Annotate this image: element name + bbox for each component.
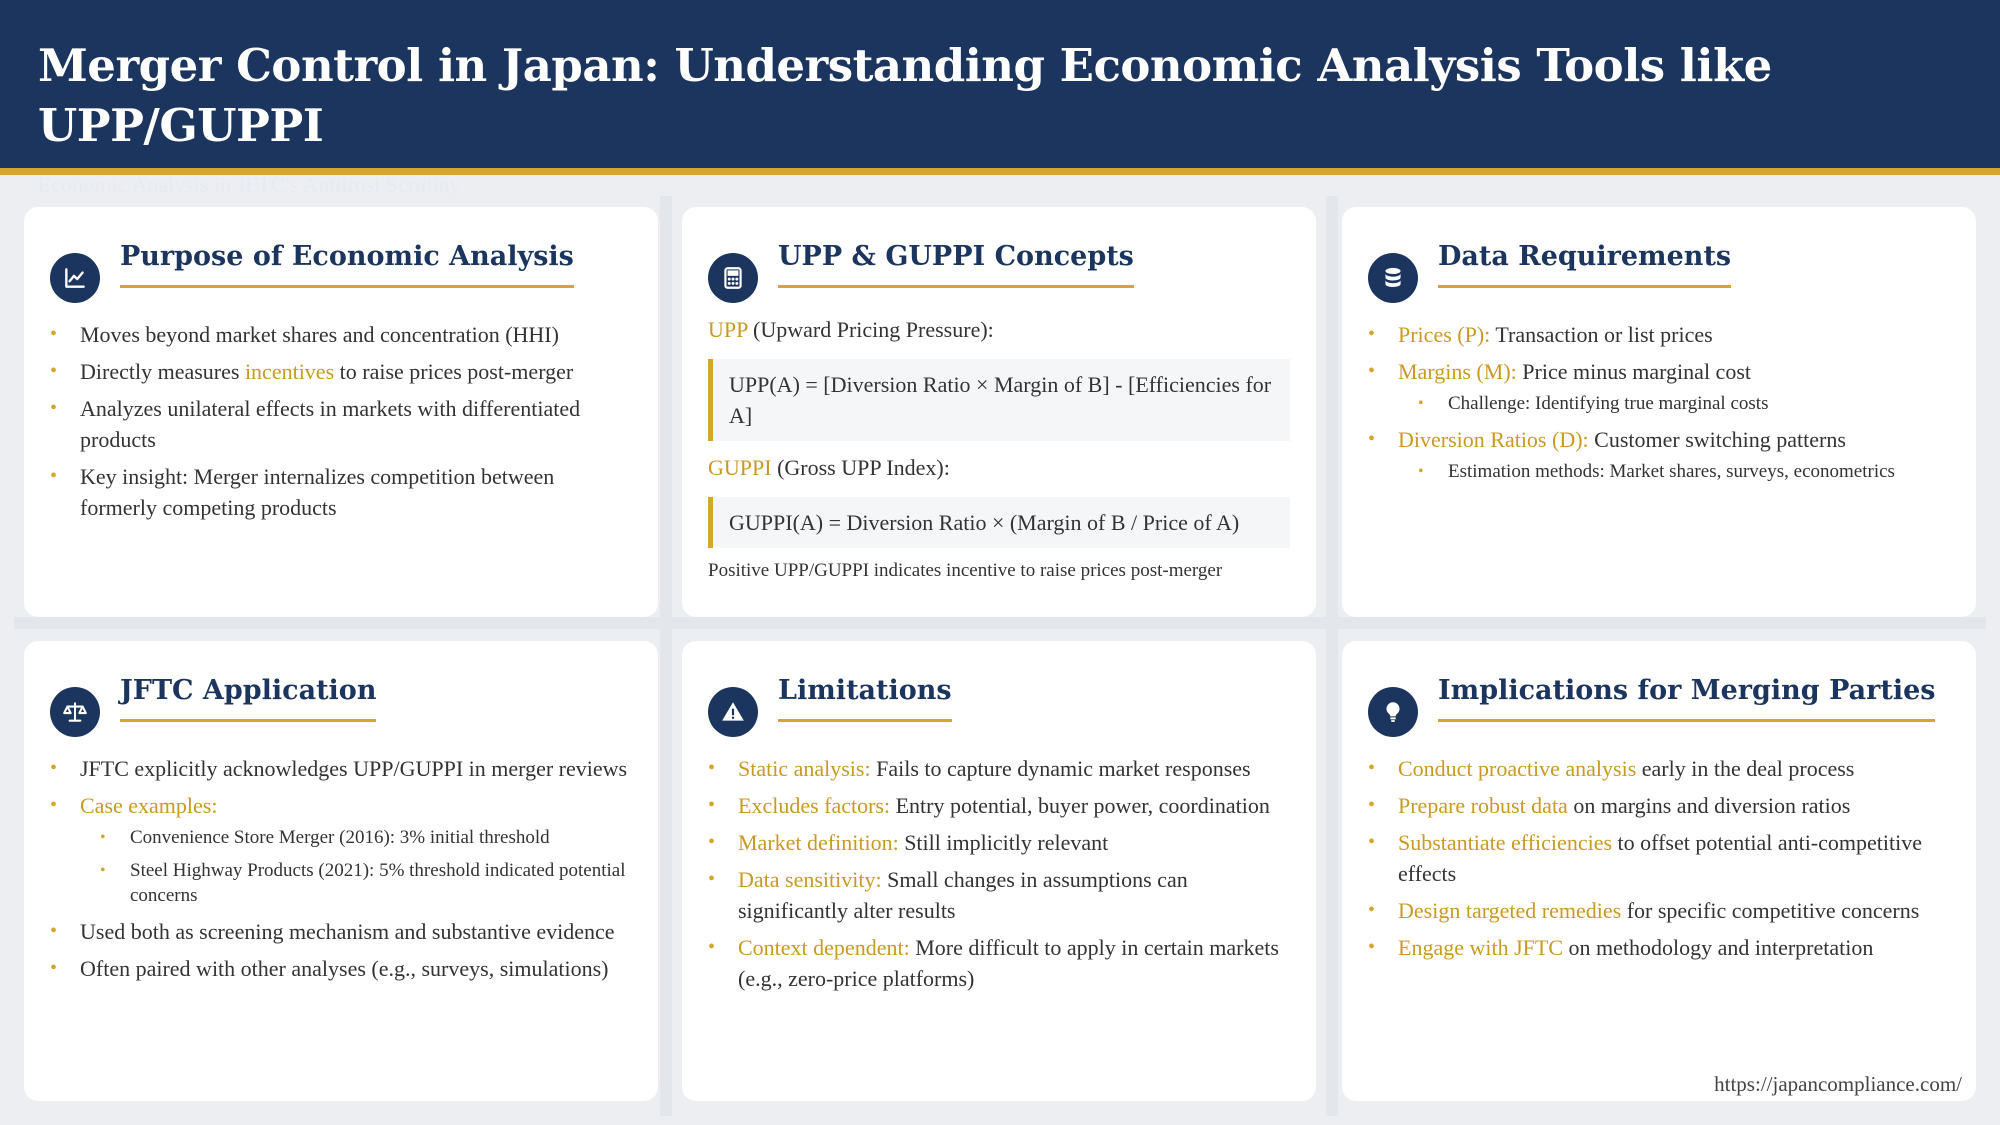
page-title: Merger Control in Japan: Understanding Economic Analysis Tools like UPP/GUPPI [38, 39, 1772, 152]
list-item: • Used both as screening mechanism and substantive evidence [50, 916, 632, 947]
list-item [708, 827, 1290, 858]
highlight-incentives: incentives [244, 359, 335, 384]
grid-divider-horizontal [14, 617, 1986, 629]
sub-list [100, 825, 632, 908]
guppi-term: GUPPI [708, 455, 772, 480]
sub-list-item: • Convenience Store Merger (2016): 3% initial threshold [100, 825, 632, 850]
list-item [708, 932, 1290, 994]
list-item [1368, 790, 1950, 821]
list-item-text: Directly measures [80, 359, 245, 384]
list-item [708, 864, 1290, 926]
list-item-text: on margins and diversion ratios [1567, 793, 1851, 818]
data-list [1368, 319, 1950, 484]
list-item-text: More difficult to apply in certain markets (e.g., zero-price platforms) [738, 935, 1279, 991]
list-item [1368, 895, 1950, 926]
card-limitations [682, 641, 1316, 1101]
list-item-term: Excludes factors: [738, 793, 891, 818]
list-item: • JFTC explicitly acknowledges UPP/GUPPI in merger reviews [50, 753, 632, 784]
list-item-text: Small changes in assumptions can significantly alter results [738, 867, 1188, 923]
card-purpose [24, 207, 658, 617]
list-item [1368, 753, 1950, 784]
list-item-text: Entry potential, buyer power, coordination [890, 793, 1270, 818]
list-item [708, 790, 1290, 821]
limitations-list [708, 753, 1290, 994]
chart-line-icon [50, 253, 100, 303]
list-item-term: Static analysis: [738, 756, 871, 781]
list-item [1368, 932, 1950, 963]
list-item-text: Still implicitly relevant [898, 830, 1109, 855]
list-item-term: Diversion Ratios (D): [1398, 427, 1589, 452]
list-item: • Often paired with other analyses (e.g., surveys, simulations) [50, 953, 632, 984]
list-item-text: early in the deal process [1636, 756, 1855, 781]
concepts-note: Positive UPP/GUPPI indicates incentive to raise prices post-merger [708, 560, 1223, 581]
calculator-icon [708, 253, 758, 303]
card-title-jftc: JFTC Application [120, 671, 376, 722]
upp-description: (Upward Pricing Pressure): [747, 317, 994, 342]
list-item: • Moves beyond market shares and concentration (HHI) [50, 319, 632, 350]
sub-list [1418, 459, 1950, 484]
sub-list-item: • Challenge: Identifying true marginal costs [1418, 391, 1950, 416]
list-item-term: Prepare robust data [1398, 793, 1568, 818]
list-item-term: Margins (M): [1398, 359, 1517, 384]
list-item-term: Context dependent: [738, 935, 910, 960]
card-data [1342, 207, 1976, 617]
sub-list [1418, 391, 1950, 416]
list-item [1368, 827, 1950, 889]
list-item [50, 356, 632, 387]
list-item-term: Conduct proactive analysis [1398, 756, 1637, 781]
list-item [708, 753, 1290, 784]
balance-scale-icon [50, 687, 100, 737]
list-item [1368, 319, 1950, 350]
case-examples-label: Case examples: [80, 793, 218, 818]
guppi-description: (Gross UPP Index): [771, 455, 950, 480]
list-item-text: on methodology and interpretation [1563, 935, 1874, 960]
list-item-term: Engage with JFTC [1398, 935, 1563, 960]
upp-formula: UPP(A) = [Diversion Ratio × Margin of B] - [Efficiencies for A] [708, 359, 1290, 441]
jftc-list [50, 753, 632, 984]
guppi-formula: GUPPI(A) = Diversion Ratio × (Margin of B / Price of A) [708, 497, 1290, 548]
list-item-text: Fails to capture dynamic market responses [870, 756, 1251, 781]
list-item-term: Prices (P): [1398, 322, 1491, 347]
guppi-label [708, 453, 1290, 483]
card-concepts [682, 207, 1316, 617]
list-item-text: to raise prices post-merger [334, 359, 574, 384]
warning-icon [708, 687, 758, 737]
grid-divider-vertical [1326, 196, 1338, 1116]
card-title-limitations: Limitations [778, 671, 952, 722]
sub-list-item: • Estimation methods: Market shares, surveys, econometrics [1418, 459, 1950, 484]
list-item-text: Transaction or list prices [1490, 322, 1713, 347]
card-jftc [24, 641, 658, 1101]
list-item-text: Price minus marginal cost [1516, 359, 1751, 384]
card-title-purpose: Purpose of Economic Analysis [120, 237, 574, 288]
list-item [1368, 424, 1950, 484]
card-title-concepts: UPP & GUPPI Concepts [778, 237, 1134, 288]
list-item [50, 790, 632, 908]
list-item: • Analyzes unilateral effects in markets with differentiated products [50, 393, 632, 455]
list-item [1368, 356, 1950, 416]
list-item-text: to offset potential anti-competitive effects [1398, 830, 1922, 886]
card-title-implications: Implications for Merging Parties [1438, 671, 1935, 722]
grid-divider-vertical [660, 196, 672, 1116]
list-item-term: Substantiate efficiencies [1398, 830, 1613, 855]
implications-list [1368, 753, 1950, 963]
lightbulb-icon [1368, 687, 1418, 737]
purpose-list [50, 319, 632, 523]
header-banner [0, 0, 2000, 197]
footer-url: https://japancompliance.com/ [1714, 1072, 1962, 1096]
list-item-text: Customer switching patterns [1588, 427, 1846, 452]
database-icon [1368, 253, 1418, 303]
list-item: • Key insight: Merger internalizes competition between formerly competing products [50, 461, 632, 523]
page-subtitle: Economic Analysis in JFTC's Antitrust Scrutiny [38, 172, 461, 197]
list-item-term: Data sensitivity: [738, 867, 882, 892]
upp-term: UPP [708, 317, 748, 342]
list-item-term: Design targeted remedies [1398, 898, 1622, 923]
list-item-text: for specific competitive concerns [1621, 898, 1920, 923]
sub-list-item: • Steel Highway Products (2021): 5% threshold indicated potential concerns [100, 858, 632, 908]
upp-label [708, 315, 1290, 345]
card-implications [1342, 641, 1976, 1101]
card-title-data: Data Requirements [1438, 237, 1731, 288]
list-item-term: Market definition: [738, 830, 899, 855]
